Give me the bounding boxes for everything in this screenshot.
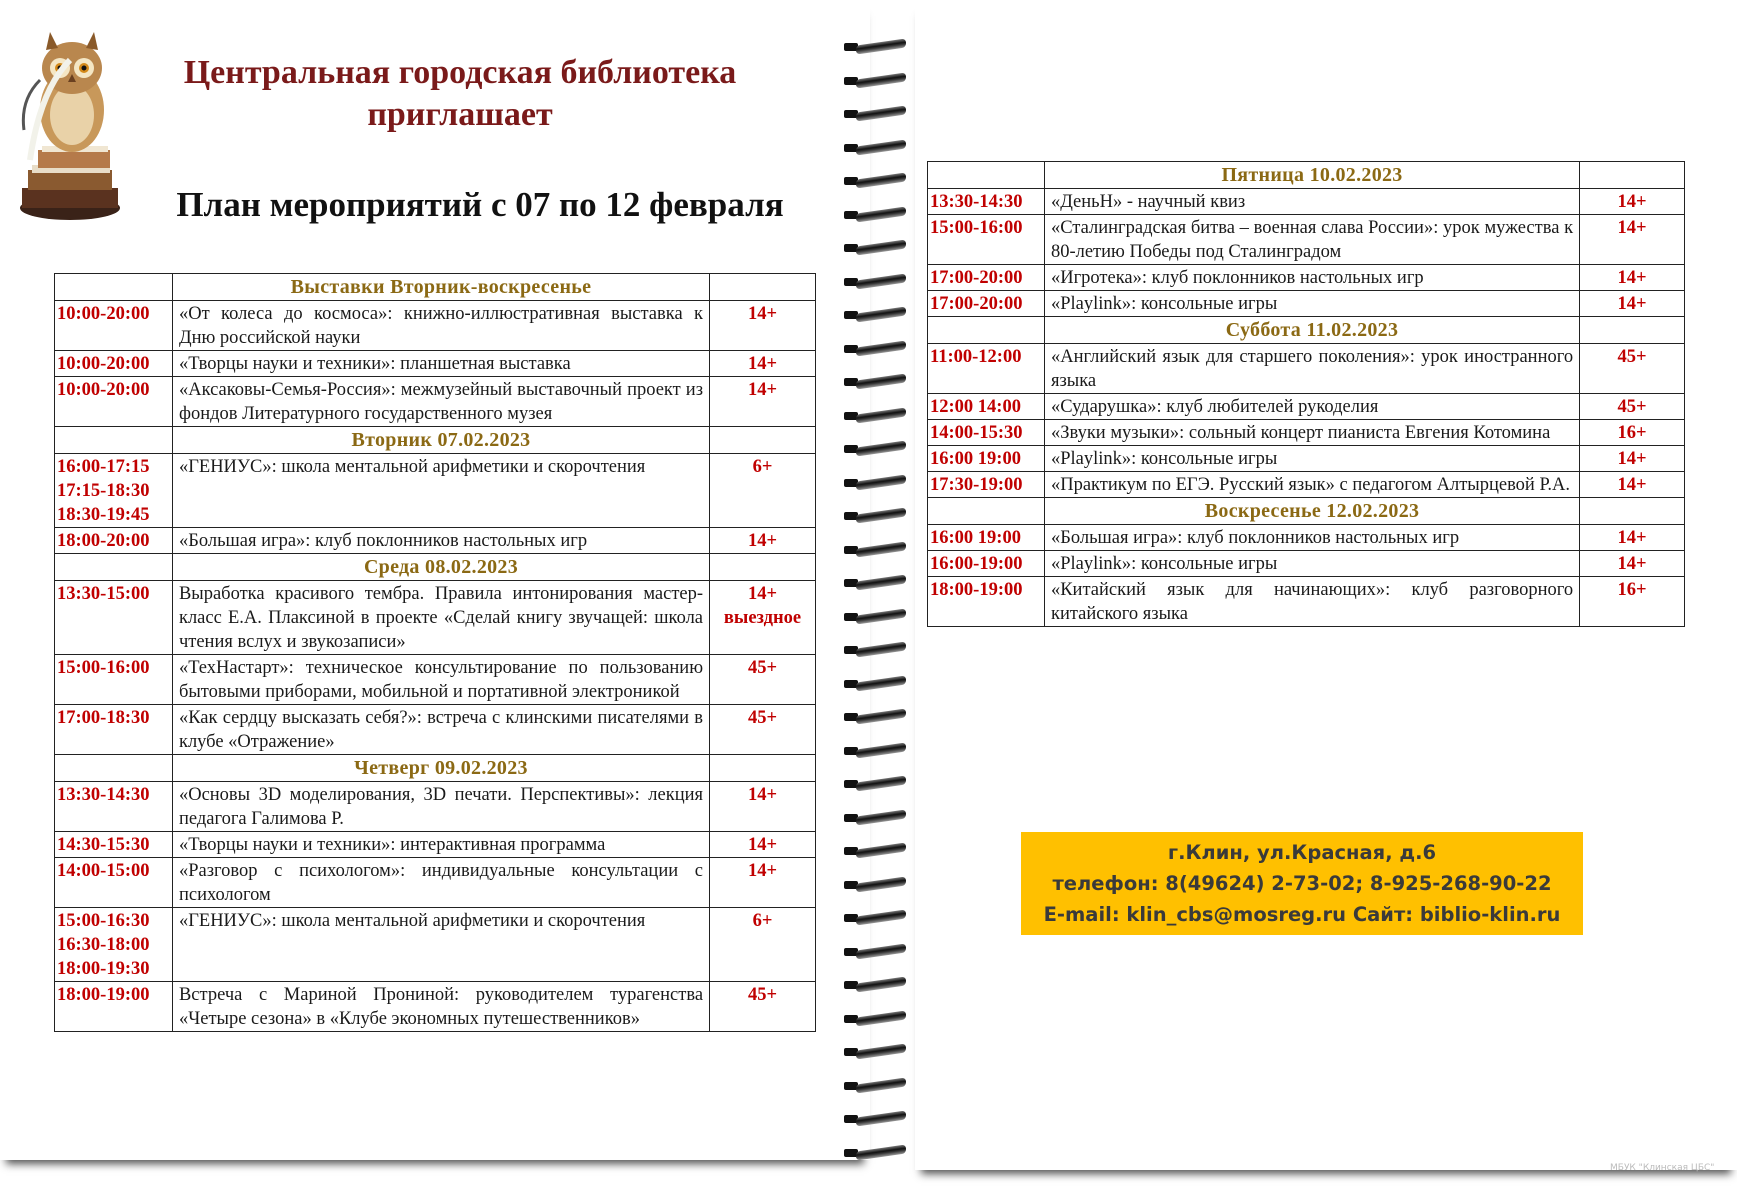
contact-email-site: E-mail: klin_cbs@mosreg.ru Сайт: biblio-klin.ru	[1043, 903, 1561, 926]
spiral-ring-icon	[840, 241, 910, 255]
event-row	[928, 265, 1685, 291]
age-rating: 14+	[747, 531, 778, 551]
age-rating: 45+	[747, 658, 778, 678]
event-time-cell	[55, 858, 173, 908]
event-age-cell	[710, 908, 816, 982]
day-header-row	[55, 274, 816, 301]
spiral-ring-icon	[840, 208, 910, 222]
spiral-ring-icon	[840, 978, 910, 992]
spiral-ring-icon	[840, 576, 910, 590]
plan-title: План мероприятий с 07 по 12 февраля	[176, 185, 784, 224]
day-header-row	[55, 755, 816, 782]
event-description: «Игротека»: клуб поклонников настольных игр	[1044, 265, 1579, 291]
event-time-cell	[55, 377, 173, 427]
event-age-cell	[710, 832, 816, 858]
event-description: «Творцы науки и техники»: интерактивная программа	[172, 832, 709, 858]
event-time-cell	[55, 982, 173, 1032]
event-description: «Сударушка»: клуб любителей рукоделия	[1044, 394, 1579, 420]
age-rating: 14+	[1617, 268, 1647, 288]
title-line-1: Центральная городская библиотека	[183, 54, 737, 91]
spiral-ring-icon	[840, 375, 910, 389]
event-description: «ТехНастарт»: техническое консультирование по пользованию бытовыми приборами, мобильной и портативной электроникой	[172, 655, 709, 705]
event-time: 13:30-14:30	[57, 785, 150, 805]
age-rating: 14+	[747, 584, 778, 604]
day-header: Вторник 07.02.2023	[172, 427, 709, 454]
footer-watermark: МБУК "Клинская ЦБС"	[1610, 1163, 1715, 1173]
spiral-binding	[840, 40, 910, 1180]
event-row	[928, 215, 1685, 265]
event-time: 16:30-18:00	[57, 935, 150, 955]
event-time-cell	[928, 446, 1045, 472]
age-rating: 14+	[1617, 218, 1647, 238]
event-description: «Английский язык для старшего поколения»: урок иностранного языка	[1044, 344, 1579, 394]
spiral-ring-icon	[840, 677, 910, 691]
spiral-ring-icon	[840, 878, 910, 892]
event-description: «Playlink»: консольные игры	[1044, 551, 1579, 577]
event-time: 11:00-12:00	[930, 347, 1022, 367]
event-time-cell	[928, 551, 1045, 577]
day-header: Среда 08.02.2023	[172, 554, 709, 581]
event-row	[928, 577, 1685, 627]
event-time-cell	[55, 351, 173, 377]
event-time-cell	[928, 189, 1045, 215]
event-description: «Китайский язык для начинающих»: клуб разговорного китайского языка	[1044, 577, 1579, 627]
event-time: 10:00-20:00	[57, 304, 150, 324]
event-description: «Практикум по ЕГЭ. Русский язык» с педагогом Алтырцевой Р.А.	[1044, 472, 1579, 498]
event-row	[928, 551, 1685, 577]
event-row	[55, 832, 816, 858]
age-rating: 45+	[747, 985, 778, 1005]
event-description: «Playlink»: консольные игры	[1044, 446, 1579, 472]
event-time-cell	[928, 215, 1045, 265]
event-time: 13:30-14:30	[930, 192, 1023, 212]
event-age-cell	[1580, 394, 1685, 420]
event-age-cell	[710, 705, 816, 755]
event-row	[55, 858, 816, 908]
event-time-cell	[55, 454, 173, 528]
spiral-ring-icon	[840, 1112, 910, 1126]
event-row	[928, 472, 1685, 498]
event-age-cell	[710, 377, 816, 427]
event-time: 18:00-19:00	[57, 985, 150, 1005]
contact-address: г.Клин, ул.Красная, д.6	[1167, 841, 1437, 864]
event-time: 16:00 19:00	[930, 528, 1021, 548]
spiral-ring-icon	[840, 275, 910, 289]
spiral-ring-icon	[840, 476, 910, 490]
spiral-ring-icon	[840, 1079, 910, 1093]
event-time: 18:00-19:00	[930, 580, 1023, 600]
spiral-ring-icon	[840, 1012, 910, 1026]
event-time: 17:15-18:30	[57, 481, 150, 501]
event-time: 17:30-19:00	[930, 475, 1023, 495]
event-description: «Аксаковы-Семья-Россия»: межмузейный выставочный проект из фондов Литературного государственного музея	[172, 377, 709, 427]
event-description: «ДеньН» - научный квиз	[1044, 189, 1579, 215]
event-time: 18:30-19:45	[57, 505, 150, 525]
event-row	[55, 377, 816, 427]
event-time-cell	[928, 291, 1045, 317]
event-description: «Звуки музыки»: сольный концерт пианиста Евгения Котомина	[1044, 420, 1579, 446]
event-description: «Playlink»: консольные игры	[1044, 291, 1579, 317]
spiral-ring-icon	[840, 844, 910, 858]
event-row	[55, 528, 816, 554]
spiral-ring-icon	[840, 40, 910, 54]
event-age-cell	[1580, 525, 1685, 551]
event-description: «Основы 3D моделирования, 3D печати. Перспективы»: лекция педагога Галимова Р.	[172, 782, 709, 832]
event-time-cell	[928, 394, 1045, 420]
spiral-ring-icon	[840, 1045, 910, 1059]
spiral-ring-icon	[840, 1146, 910, 1160]
event-time: 17:00-20:00	[930, 294, 1023, 314]
age-rating: 45+	[1617, 397, 1647, 417]
event-time: 14:00-15:00	[57, 861, 150, 881]
age-rating: 14+	[747, 785, 778, 805]
event-time: 18:00-19:30	[57, 959, 150, 979]
event-description: «От колеса до космоса»: книжно-иллюстративная выставка к Дню российской науки	[172, 301, 709, 351]
event-row	[55, 581, 816, 655]
event-description: «Как сердцу высказать себя?»: встреча с клинскими писателями в клубе «Отражение»	[172, 705, 709, 755]
day-header: Суббота 11.02.2023	[1044, 317, 1579, 344]
event-age-cell	[710, 528, 816, 554]
event-age-cell	[710, 655, 816, 705]
event-row	[55, 705, 816, 755]
spiral-ring-icon	[840, 945, 910, 959]
day-header: Пятница 10.02.2023	[1044, 162, 1579, 189]
day-header-row	[928, 162, 1685, 189]
spiral-ring-icon	[840, 74, 910, 88]
event-age-cell	[1580, 189, 1685, 215]
contact-box	[1021, 832, 1583, 935]
event-time-cell	[928, 577, 1045, 627]
event-description: «Разговор с психологом»: индивидуальные консультации с психологом	[172, 858, 709, 908]
age-rating: 14+	[747, 304, 778, 324]
event-time: 15:00-16:00	[930, 218, 1023, 238]
event-description: Выработка красивого тембра. Правила интонирования мастер-класс Е.А. Плаксиной в проекте «Сделай книгу звучащей: школа чтения вслух и звукозаписи»	[172, 581, 709, 655]
age-rating: 14+	[747, 380, 778, 400]
spiral-ring-icon	[840, 442, 910, 456]
spiral-ring-icon	[840, 744, 910, 758]
event-row	[55, 301, 816, 351]
event-age-cell	[710, 581, 816, 655]
spiral-ring-icon	[840, 107, 910, 121]
event-description: «Творцы науки и техники»: планшетная выставка	[172, 351, 709, 377]
event-time: 16:00-19:00	[930, 554, 1023, 574]
event-row	[928, 291, 1685, 317]
event-age-cell	[1580, 551, 1685, 577]
event-time: 14:30-15:30	[57, 835, 150, 855]
event-row	[928, 344, 1685, 394]
event-time-cell	[928, 344, 1045, 394]
event-time-cell	[55, 528, 173, 554]
event-row	[55, 351, 816, 377]
spiral-ring-icon	[840, 308, 910, 322]
spiral-ring-icon	[840, 342, 910, 356]
day-header-row	[55, 427, 816, 454]
outdoor-note: выездное	[723, 608, 802, 628]
spiral-ring-icon	[840, 643, 910, 657]
event-age-cell	[1580, 291, 1685, 317]
age-rating: 45+	[1617, 347, 1647, 367]
event-age-cell	[710, 782, 816, 832]
event-age-cell	[710, 301, 816, 351]
day-header-row	[928, 317, 1685, 344]
event-time-cell	[55, 301, 173, 351]
day-header: Выставки Вторник-воскресенье	[172, 274, 709, 301]
day-header-row	[928, 498, 1685, 525]
spiral-ring-icon	[840, 811, 910, 825]
event-time-cell	[928, 472, 1045, 498]
event-time: 12:00 14:00	[930, 397, 1021, 417]
age-rating: 14+	[1617, 449, 1647, 469]
event-age-cell	[1580, 344, 1685, 394]
event-time: 18:00-20:00	[57, 531, 150, 551]
event-age-cell	[1580, 472, 1685, 498]
event-row	[55, 454, 816, 528]
day-header: Воскресенье 12.02.2023	[1044, 498, 1579, 525]
spiral-ring-icon	[840, 141, 910, 155]
event-age-cell	[1580, 420, 1685, 446]
event-time-cell	[55, 581, 173, 655]
title-line-2: приглашает	[367, 96, 553, 133]
event-time: 14:00-15:30	[930, 423, 1023, 443]
age-rating: 14+	[1617, 192, 1647, 212]
event-time-cell	[55, 655, 173, 705]
event-time: 13:30-15:00	[57, 584, 150, 604]
event-row	[55, 655, 816, 705]
age-rating: 45+	[747, 708, 778, 728]
event-row	[55, 782, 816, 832]
age-rating: 14+	[1617, 294, 1647, 314]
spiral-ring-icon	[840, 543, 910, 557]
event-age-cell	[1580, 265, 1685, 291]
age-rating: 14+	[1617, 528, 1647, 548]
day-header-row	[55, 554, 816, 581]
event-row	[928, 189, 1685, 215]
event-age-cell	[710, 454, 816, 528]
event-time: 16:00 19:00	[930, 449, 1021, 469]
event-description: «Большая игра»: клуб поклонников настольных игр	[172, 528, 709, 554]
age-rating: 16+	[1617, 580, 1647, 600]
event-time-cell	[55, 832, 173, 858]
event-time-cell	[55, 908, 173, 982]
event-time-cell	[928, 265, 1045, 291]
event-age-cell	[710, 982, 816, 1032]
event-time: 17:00-20:00	[930, 268, 1023, 288]
event-age-cell	[710, 858, 816, 908]
event-time: 10:00-20:00	[57, 354, 150, 374]
event-time-cell	[928, 420, 1045, 446]
event-description: «ГЕНИУС»: школа ментальной арифметики и скорочтения	[172, 908, 709, 982]
event-description: Встреча с Мариной Прониной: руководителем турагенства «Четыре сезона» в «Клубе экономных путешественников»	[172, 982, 709, 1032]
left-schedule-table	[54, 273, 816, 1032]
event-age-cell	[1580, 446, 1685, 472]
age-rating: 16+	[1617, 423, 1647, 443]
event-time: 16:00-17:15	[57, 457, 150, 477]
age-rating: 14+	[747, 835, 778, 855]
age-rating: 14+	[747, 861, 778, 881]
spiral-ring-icon	[840, 777, 910, 791]
event-description: «Большая игра»: клуб поклонников настольных игр	[1044, 525, 1579, 551]
spiral-ring-icon	[840, 911, 910, 925]
event-row	[928, 525, 1685, 551]
event-description: «ГЕНИУС»: школа ментальной арифметики и скорочтения	[172, 454, 709, 528]
event-time: 17:00-18:30	[57, 708, 150, 728]
event-age-cell	[1580, 577, 1685, 627]
age-rating: 14+	[747, 354, 778, 374]
event-row	[55, 908, 816, 982]
event-description: «Сталинградская битва – военная слава России»: урок мужества к 80-летию Победы под Сталинградом	[1044, 215, 1579, 265]
age-rating: 14+	[1617, 475, 1647, 495]
event-time-cell	[55, 705, 173, 755]
library-title	[140, 52, 780, 136]
spiral-ring-icon	[840, 509, 910, 523]
spiral-ring-icon	[840, 174, 910, 188]
event-row	[928, 446, 1685, 472]
right-schedule-table	[927, 161, 1685, 627]
event-row	[55, 982, 816, 1032]
contact-phone: телефон: 8(49624) 2-73-02; 8-925-268-90-22	[1052, 872, 1552, 895]
event-time: 15:00-16:30	[57, 911, 150, 931]
owl-logo-icon	[10, 20, 130, 225]
event-time: 15:00-16:00	[57, 658, 150, 678]
day-header: Четверг 09.02.2023	[172, 755, 709, 782]
age-rating: 6+	[752, 457, 773, 477]
spiral-ring-icon	[840, 610, 910, 624]
age-rating: 6+	[752, 911, 773, 931]
event-age-cell	[710, 351, 816, 377]
event-time-cell	[55, 782, 173, 832]
spiral-ring-icon	[840, 409, 910, 423]
event-age-cell	[1580, 215, 1685, 265]
age-rating: 14+	[1617, 554, 1647, 574]
event-row	[928, 394, 1685, 420]
event-time-cell	[928, 525, 1045, 551]
spiral-ring-icon	[840, 710, 910, 724]
event-time: 10:00-20:00	[57, 380, 150, 400]
event-row	[928, 420, 1685, 446]
